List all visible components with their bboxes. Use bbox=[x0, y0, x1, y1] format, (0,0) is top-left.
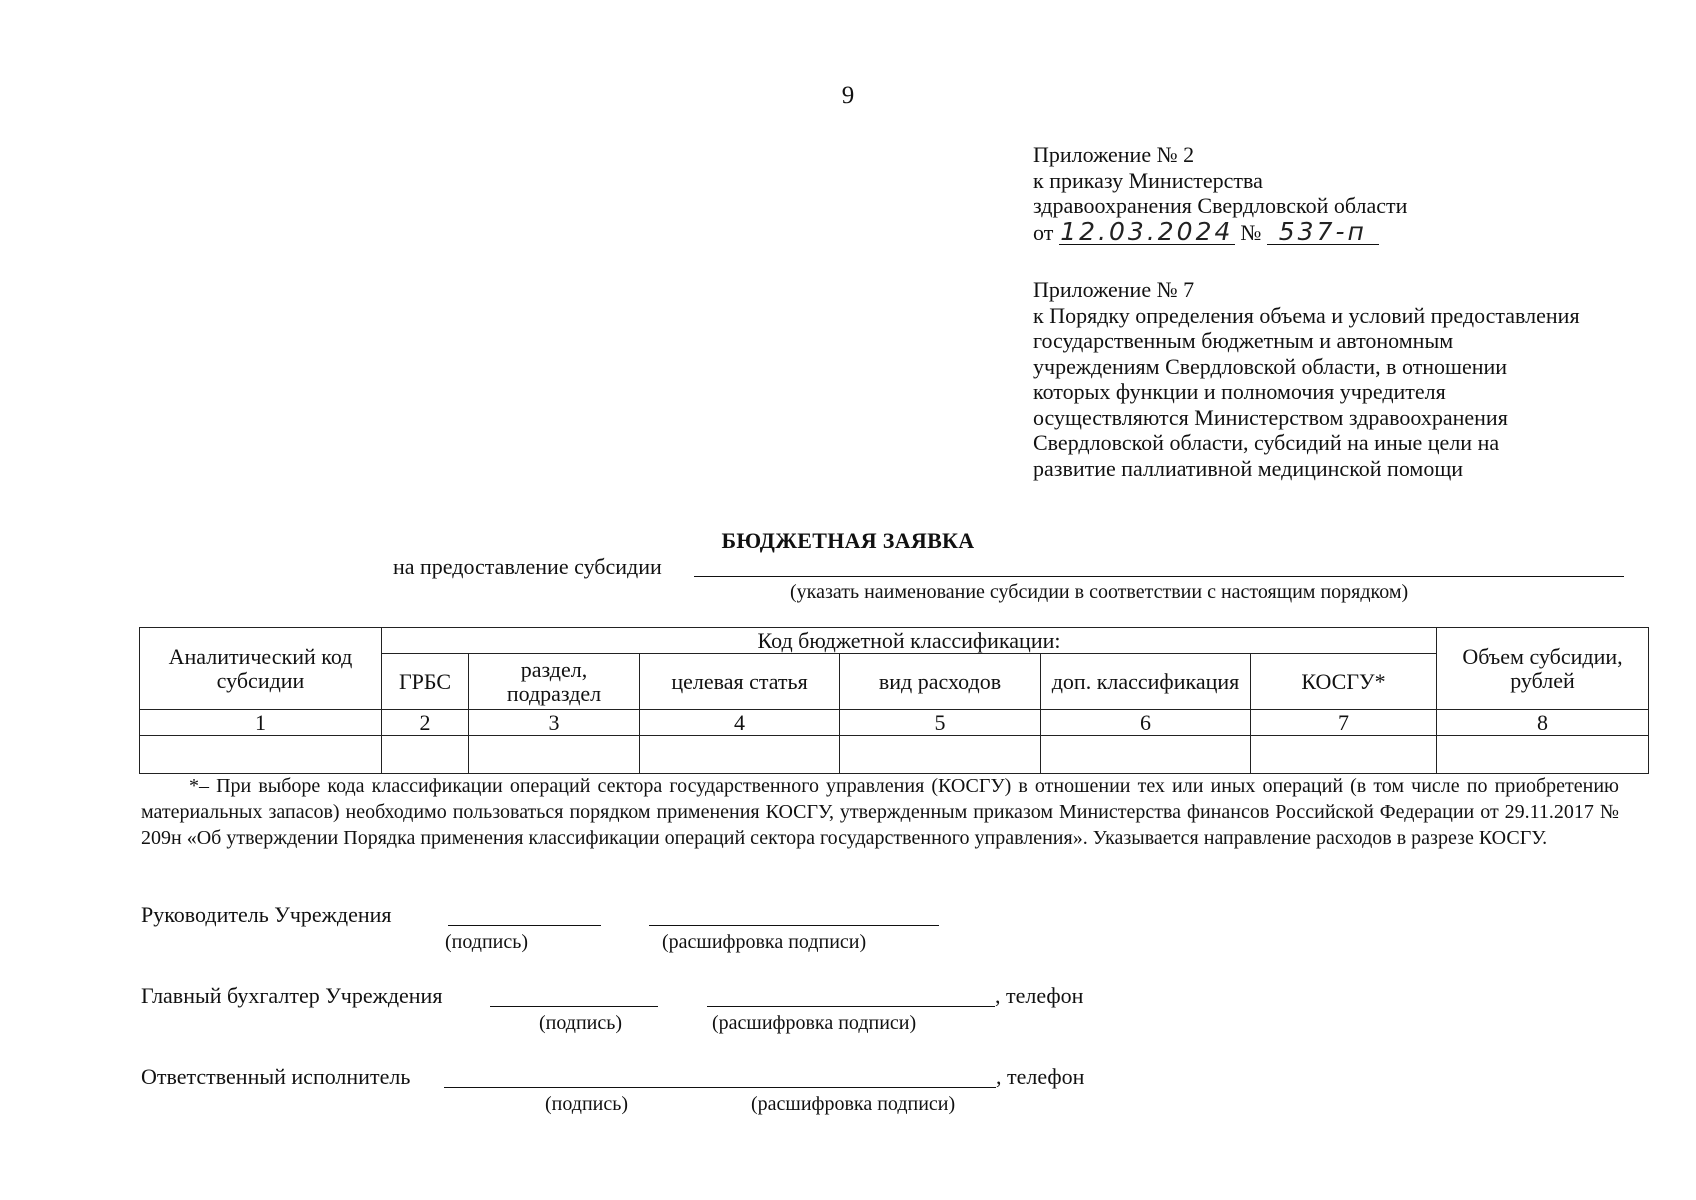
appendix-7-line: учреждениям Свердловской области, в отношении bbox=[1033, 353, 1508, 379]
appendix-7-line: к Порядку определения объема и условий предоставления bbox=[1033, 302, 1580, 328]
number-sign: № bbox=[1240, 219, 1262, 245]
signature-caption: (подпись) bbox=[539, 1012, 623, 1034]
subsidy-label: на предоставление субсидии bbox=[393, 554, 662, 579]
header-expense-type: вид расходов bbox=[840, 654, 1041, 710]
header-grbs: ГРБС bbox=[382, 654, 469, 710]
appendix-2-block bbox=[1033, 142, 1407, 245]
executor-label: Ответственный исполнитель bbox=[141, 1064, 411, 1089]
header-target-article: целевая статья bbox=[640, 654, 840, 710]
table-cell[interactable] bbox=[140, 736, 382, 774]
table-cell[interactable] bbox=[1251, 736, 1437, 774]
header-budget-classification: Код бюджетной классификации: bbox=[382, 628, 1437, 654]
order-number-handwritten: 537-п bbox=[1267, 219, 1379, 246]
appendix-7-line: осуществляются Министерством здравоохранения bbox=[1033, 404, 1508, 430]
column-number: 7 bbox=[1251, 710, 1437, 736]
head-signature-field[interactable] bbox=[448, 925, 601, 926]
column-number: 2 bbox=[382, 710, 469, 736]
appendix-7-line: государственным бюджетным и автономным bbox=[1033, 328, 1454, 353]
appendix-2-title: Приложение № 2 bbox=[1033, 142, 1195, 167]
signature-caption: (подпись) bbox=[445, 931, 529, 953]
executor-signature-field[interactable] bbox=[444, 1087, 996, 1088]
appendix-2-date-line bbox=[1033, 216, 1407, 246]
kosgu-footnote bbox=[141, 773, 1619, 851]
table-cell[interactable] bbox=[1041, 736, 1251, 774]
appendix-7-block bbox=[1033, 277, 1580, 481]
appendix-2-line1: к приказу Министерства bbox=[1033, 167, 1263, 193]
table-header-row bbox=[140, 628, 1649, 654]
order-date-handwritten: 12.03.2024 bbox=[1060, 216, 1234, 246]
accountant-signature-field[interactable] bbox=[490, 1006, 658, 1007]
column-number: 4 bbox=[640, 710, 840, 736]
head-label: Руководитель Учреждения bbox=[141, 902, 392, 927]
footnote-text: *– При выборе кода классификации операций сектора государственного управления (КОСГУ) в отношении тех или иных операций (в том числе по приобретению материальных запасов) необходимо пользоваться порядком применения КОСГУ, утвержденным приказом Министерства финансов Российской Федерации от 29.11.2017 № 209н «Об утверждении Порядка применения классификации операций сектора государственного управления». Указывается направление расходов в разрезе КОСГУ. bbox=[141, 775, 1619, 849]
executor-phone-label: , телефон bbox=[996, 1064, 1085, 1089]
column-number: 8 bbox=[1437, 710, 1649, 736]
table-cell[interactable] bbox=[640, 736, 840, 774]
document-title: БЮДЖЕТНАЯ ЗАЯВКА bbox=[721, 528, 975, 553]
header-kosgu: КОСГУ* bbox=[1251, 654, 1437, 710]
subsidy-note: (указать наименование субсидии в соответствии с настоящим порядком) bbox=[790, 581, 1409, 603]
accountant-decoding-field[interactable] bbox=[707, 1006, 995, 1007]
header-analytic-code: Аналитический код субсидии bbox=[140, 628, 382, 710]
table-row bbox=[140, 736, 1649, 774]
appendix-7-title: Приложение № 7 bbox=[1033, 277, 1195, 302]
header-subsidy-volume: Объем субсидии, рублей bbox=[1437, 628, 1649, 710]
column-number: 5 bbox=[840, 710, 1041, 736]
date-prefix: от bbox=[1033, 219, 1054, 245]
appendix-7-line: которых функции и полномочия учредителя bbox=[1033, 379, 1446, 404]
column-number: 3 bbox=[469, 710, 640, 736]
table-cell[interactable] bbox=[382, 736, 469, 774]
accountant-phone-label: , телефон bbox=[995, 983, 1084, 1008]
page-number: 9 bbox=[841, 82, 855, 109]
budget-classification-table bbox=[139, 627, 1649, 774]
header-section: раздел, подраздел bbox=[469, 654, 640, 710]
appendix-7-line: развитие паллиативной медицинской помощи bbox=[1033, 455, 1464, 481]
decoding-caption: (расшифровка подписи) bbox=[751, 1093, 956, 1115]
decoding-caption: (расшифровка подписи) bbox=[662, 931, 867, 953]
column-number: 6 bbox=[1041, 710, 1251, 736]
table-numbering-row bbox=[140, 710, 1649, 736]
table-cell[interactable] bbox=[469, 736, 640, 774]
header-extra-classification: доп. классификация bbox=[1041, 654, 1251, 710]
accountant-label: Главный бухгалтер Учреждения bbox=[141, 983, 443, 1008]
appendix-2-line2: здравоохранения Свердловской области bbox=[1033, 193, 1408, 218]
table-cell[interactable] bbox=[840, 736, 1041, 774]
table-cell[interactable] bbox=[1437, 736, 1649, 774]
decoding-caption: (расшифровка подписи) bbox=[712, 1012, 917, 1034]
signature-caption: (подпись) bbox=[545, 1093, 629, 1115]
appendix-7-line: Свердловской области, субсидий на иные цели на bbox=[1033, 430, 1500, 455]
column-number: 1 bbox=[140, 710, 382, 736]
head-decoding-field[interactable] bbox=[649, 925, 939, 926]
subsidy-name-field[interactable] bbox=[694, 576, 1624, 577]
